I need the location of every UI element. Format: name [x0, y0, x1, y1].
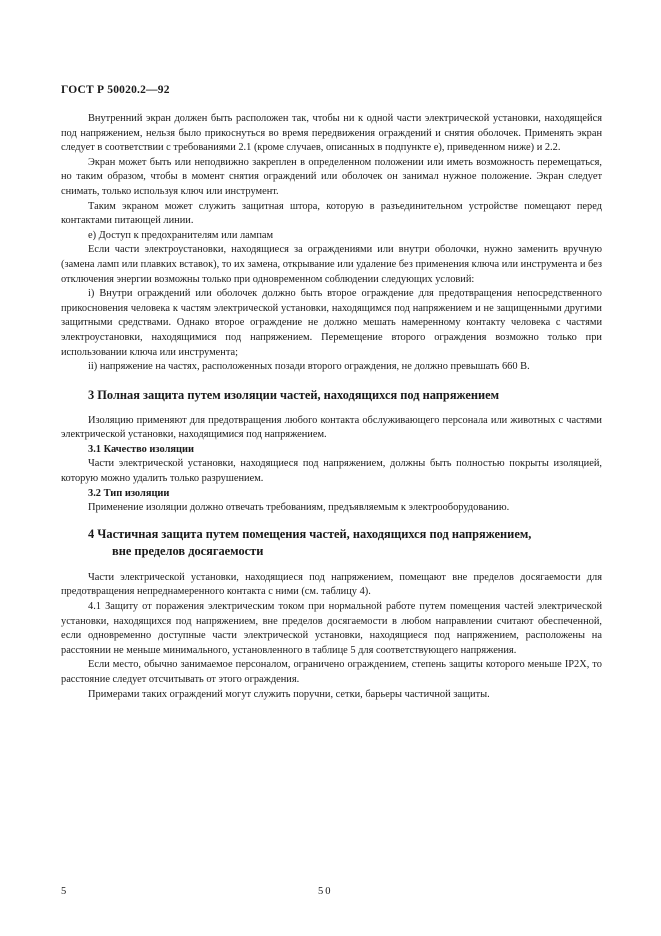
paragraph: Применение изоляции должно отвечать требованиям, предъявляемым к электрооборудованию. [88, 502, 510, 514]
paragraph: Таким экраном может служить защитная штора, которую в разъединительном устройстве помещают перед контактами питающей линии. [61, 200, 602, 227]
paragraph: Экран может быть или неподвижно закреплен в определенном положении или иметь возможность перемещаться, но таким образом, чтобы в момент снятия ограждений или оболочек он занимал нужное положение. Экран следует снимать, только используя ключ или инструмент. [61, 156, 602, 197]
standard-header: ГОСТ Р 50020.2—92 [61, 84, 170, 96]
paragraph: Если место, обычно занимаемое персоналом, ограничено ограждением, степень защиты которого меньше IP2X, то расстояние следует отсчитывать от этого ограждения. [61, 659, 602, 685]
subsection-3-2-title: 3.2 Тип изоляции [88, 487, 170, 499]
page-number-left: 5 [61, 886, 67, 897]
subitem-heading: е) Доступ к предохранителям или лампам [88, 229, 274, 241]
section-4-title-line1: 4 Частичная защита путем помещения частей, находящихся под напряжением, [88, 526, 532, 541]
section-3-title: 3 Полная защита путем изоляции частей, находящихся под напряжением [88, 387, 500, 402]
paragraph: Изоляцию применяют для предотвращения любого контакта обслуживающего персонала или животных с частями электрической установки, находящимися под напряжением. [61, 414, 602, 441]
paragraph: ii) напряжение на частях, расположенных позади второго ограждения, не должно превышать 660 В. [88, 361, 530, 373]
paragraph: Части электрической установки, находящиеся под напряжением, должны быть полностью покрыты изоляцией, которую можно удалить только разрушением. [61, 458, 602, 485]
paragraph: Части электрической установки, находящиеся под напряжением, помещают вне пределов досягаемости для предотвращения непреднамеренного контакта с ними (см. таблицу 4). [61, 571, 602, 598]
paragraph: Если части электроустановки, находящиеся за ограждениями или внутри оболочки, нужно заменить вручную (замена ламп или плавких вставок), то их замена, открывание или удаление без применения ключа или инструмента и без отключения энергии возможны только при одновременном соблюдении следующих условий: [61, 244, 602, 285]
paragraph: Примерами таких ограждений могут служить поручни, сетки, барьеры частичной защиты. [88, 688, 490, 700]
paragraph: Внутренний экран должен быть расположен так, чтобы ни к одной части электрической установки, находящейся под напряжением, нельзя было прикоснуться во время передвижения ограждений и снятия оболочек. Применять экран следует в соответствии с требованиями 2.1 (кроме случаев, описанных в подпункте е), приведенном ниже) и 2.2. [61, 113, 602, 154]
subsection-3-1-title: 3.1 Качество изоляции [88, 443, 194, 455]
document-body [61, 112, 602, 702]
paragraph: i) Внутри ограждений или оболочек должно быть второе ограждение для предотвращения непосредственного прикосновения человека к частям электрической установки, находящимся под напряжением и не защищенными другими защитными средствами. Однако второе ограждение не должно мешать намеренному контакту человека с частями электроустановки, находящимися под напряжением. Перемещение второго ограждения возможно только при использовании ключа или инструмента; [61, 288, 602, 358]
section-4-title-line2: вне пределов досягаемости [112, 543, 264, 558]
section-4-title [61, 526, 602, 560]
page-number-center: 50 [318, 886, 333, 897]
paragraph: 4.1 Защиту от поражения электрическим током при нормальной работе путем помещения частей электрической установки, находящихся под напряжением, вне пределов досягаемости в любом направлении считают обеспеченной, если одновременно доступные части электрической установки, находящиеся под напряжением, расположены на расстоянии не меньше минимального, установленного в таблице 5 для соответствующего напряжения. [61, 601, 602, 656]
